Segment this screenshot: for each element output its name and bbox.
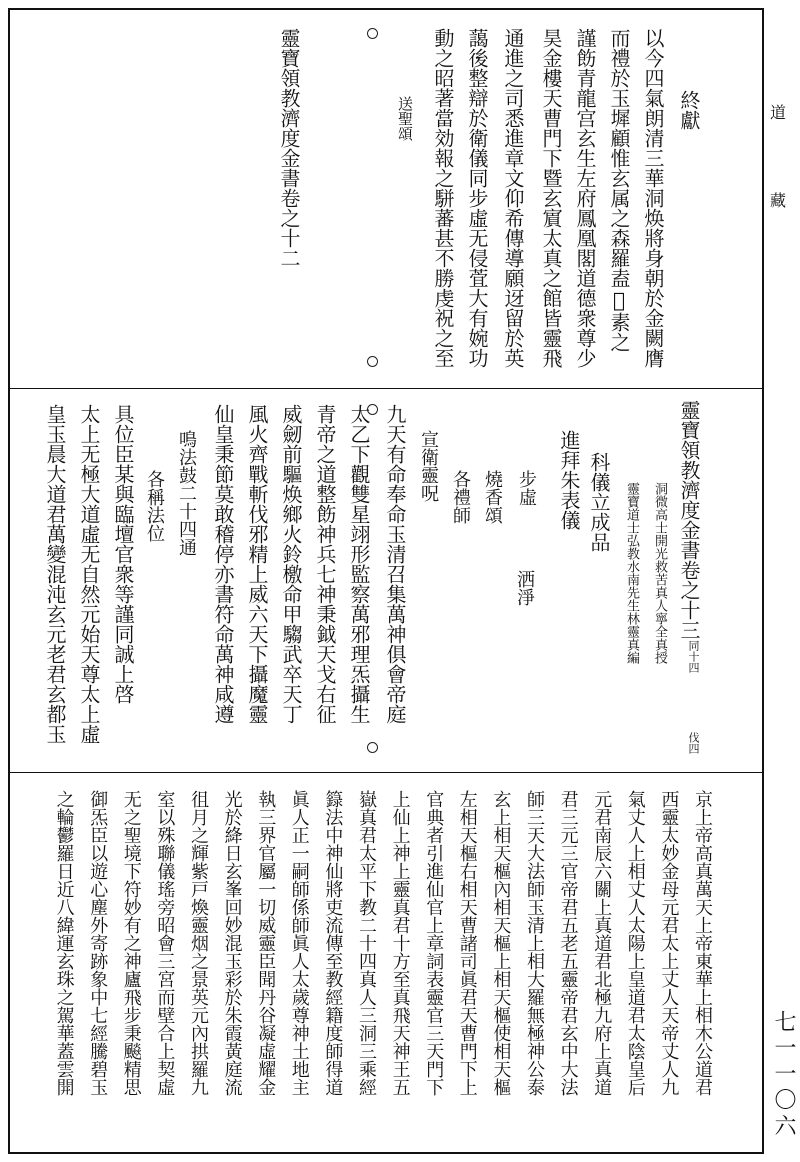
- text-column: 室以殊聯儀瑤旁昭會三宮而壁合上契虛: [154, 790, 176, 1096]
- text-column: 燒香頌: [482, 470, 503, 524]
- text-column: 謹飭青龍宫玄生左府鳳凰閣道德衆尊少: [573, 28, 597, 368]
- text-column: 靈寶領教濟度金書卷之十三: [677, 400, 701, 640]
- text-column: 靈寶道士弘教水南先生林靈真編: [624, 482, 639, 664]
- text-column: 太上无極大道虛无自然元始天尊太上虛: [77, 404, 101, 744]
- page-number: 七一一〇六: [771, 1010, 796, 1140]
- margin-top-char-1: 道: [770, 103, 787, 122]
- text-column: 宣衛靈呪: [418, 430, 439, 502]
- text-column: 无之聖境下符妙有之神廬飛步秉飈精思: [120, 790, 142, 1096]
- text-column: 氣丈人上相丈人太陽上皇道君太陰皇后: [624, 790, 646, 1096]
- text-column: 嶽真君太平下教二十四真人三洞三乘經: [356, 790, 377, 1096]
- text-column: 御炁臣以遊心塵外寄跡象中七經騰碧玉: [87, 790, 109, 1096]
- text-column: 風火齊戰斬伐邪精上威六天下攝魔靈: [245, 404, 269, 724]
- text-column: 眞人正一嗣師係師眞人太歲尊神土地主: [288, 790, 310, 1096]
- text-column: 上仙上神上靈真君十方至真飛天神王五: [389, 790, 411, 1096]
- text-column: 步虛: [516, 470, 537, 506]
- text-column: 科儀立成品: [587, 452, 611, 552]
- text-column: 左相天樞右相天曹諸司眞君天曹門下上: [456, 790, 478, 1096]
- text-column: 藹後整辯於衛儀同步虛无侵萓大有婉功: [465, 28, 489, 368]
- text-column: 元君南辰六關上真道君北極九府上真道: [591, 790, 613, 1096]
- text-column: 昊金樓天曹門下暨玄賔太真之館皆靈飛: [539, 28, 563, 368]
- panel-divider-2: [10, 772, 762, 773]
- text-column: 威劒前驅焕鄉火鈴檄命甲騶武卒天丁: [279, 404, 303, 724]
- text-column: 青帝之道整飭神兵七神秉鉞天戈右征: [313, 404, 337, 724]
- text-column: 各禮師: [450, 470, 471, 524]
- text-column: 官典者引進仙官上章詞表靈官三天門下: [423, 790, 445, 1096]
- text-column: 以今四氣朗清三華洞焕將身朝於金闕膺: [641, 28, 665, 368]
- text-column: 具位臣某與臨壇官衆等謹同誠上啓: [111, 404, 135, 704]
- text-column: 太乙下觀雙星翊形監察萬邪理炁攝生: [347, 404, 371, 724]
- panel-divider-1: [10, 388, 762, 389]
- text-column: 靈寶領教濟度金書卷之十二: [277, 28, 301, 268]
- text-column: 京上帝高真萬天上帝東華上相木公道君: [692, 790, 713, 1096]
- circle-mark-4: [367, 742, 378, 753]
- text-column: 師三天大法師玉清上相大羅無極神公泰: [524, 790, 545, 1096]
- text-column: 君三元三官帝君五老五靈帝君玄中大法: [557, 790, 579, 1096]
- text-column: 仙皇秉節莫敢稽停亦書符命萬神咸遵: [211, 404, 235, 724]
- text-column: 徂月之輝紫戸煥靈烟之景英元內拱羅九: [188, 790, 209, 1096]
- text-column: 而禮於玉墀顧惟玄属之森羅盍𦓁素之: [607, 28, 631, 352]
- circle-mark-2: [367, 356, 378, 367]
- text-column: 之輪鬱羅日近八緯運玄珠之駕華蓋雲開: [53, 790, 75, 1096]
- text-column: 動之昭著當効報之駢蕃甚不勝虔祝之至: [431, 28, 455, 368]
- title-note: 同十四: [687, 640, 700, 673]
- text-column: 籙法中神仙將吏流傳至教經籍度師得道: [322, 790, 344, 1096]
- text-column: 執三界官屬一切威靈臣聞丹谷凝虛耀金: [255, 790, 277, 1096]
- text-column: 光於絳日玄峯回妙混玉彩於朱霞黃庭流: [221, 790, 243, 1096]
- edition-mark: 伐四: [687, 732, 700, 754]
- text-column: 通進之司悉進章文仰希傳導願迓留於英: [501, 28, 525, 368]
- circle-mark-3: [367, 404, 378, 415]
- text-column: 鳴法鼓二十四通: [176, 430, 197, 556]
- text-column: 洞微高士開光救苦真人寧全真授: [652, 482, 667, 664]
- text-column: 皇玉晨大道君萬變混沌玄元老君玄都玉: [43, 404, 67, 744]
- text-column: 洒淨: [514, 570, 535, 606]
- text-column: 終獻: [677, 90, 701, 130]
- text-column: 九天有命奉命玉清召集萬神俱會帝庭: [383, 404, 407, 724]
- text-column: 各稱法位: [144, 470, 165, 542]
- text-column: 送聖頌: [396, 96, 414, 141]
- text-column: 進拜朱表儀: [557, 430, 581, 530]
- text-column: 西靈太妙金母元君太上丈人天帝丈人九: [658, 790, 680, 1096]
- text-column: 玄上相天樞內相天樞上相天樞使相天樞: [490, 790, 512, 1096]
- circle-mark-1: [367, 28, 378, 39]
- margin-top-char-2: 藏: [770, 191, 787, 210]
